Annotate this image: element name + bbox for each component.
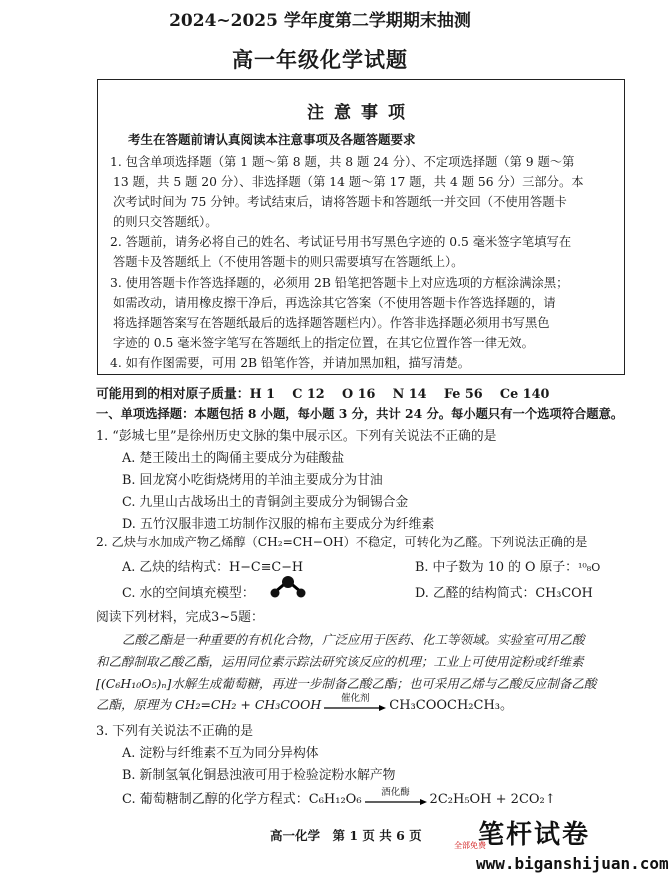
notice-intro: 考生在答题前请认真阅读本注意事项及各题答题要求 [128,132,416,147]
q3-stem: 3. 下列有关说法不正确的是 [96,724,254,739]
reading-equation-prefix: 乙酯，原理为 CH₂=CH₂ + CH₃COOH [96,697,322,712]
oxygen-atom [282,576,294,588]
catalyst-label: 酒化酶 [381,786,410,798]
page-footer: 高一化学 第 1 页 共 6 页 [270,828,422,843]
notice-line: 13 题，共 5 题 20 分）、非选择题（第 14 题～第 17 题，共 4 题 56 分）三部分。本 [113,175,584,189]
hydrogen-atom [271,589,280,598]
notice-line: 3. 使用答题卡作答选择题的，必须用 2B 铅笔把答题卡上对应选项的方框涂满涂黑； [110,276,569,290]
notice-line: 1. 包含单项选择题（第 1 题～第 8 题，共 8 题 24 分）、不定项选择题（第 9 题～第 [110,155,575,169]
notice-line: 2. 答题前，请务必将自己的姓名、考试证号用书写黑色字迹的 0.5 毫米签字笔填写在 [110,235,572,249]
catalyst-arrow [365,786,427,807]
q3-option-b: B. 新制氢氧化铜悬浊液可用于检验淀粉水解产物 [122,768,396,783]
q3-option-c-prefix: C. 葡萄糖制乙醇的化学方程式：C₆H₁₂O₆ [122,792,362,807]
reading-equation-product: CH₃COOCH₂CH₃。 [389,698,514,713]
q1-option-c: C. 九里山古战场出土的青铜剑主要成分为铜锡合金 [122,495,409,510]
reading-line: 和乙醇制取乙酸乙酯，运用同位素示踪法研究该反应的机理；工业上可使用淀粉或纤维素 [96,654,584,669]
reading-line: 乙酸乙酯是一种重要的有机化合物，广泛应用于医药、化工等领域。实验室可用乙酸 [122,632,585,647]
q3-option-c-product: 2C₂H₅OH + 2CO₂↑ [429,792,556,807]
notice-line: 如需改动，请用橡皮擦干净后，再选涂其它答案（不使用答题卡作答选择题的，请 [113,296,556,310]
q2-option-c: C. 水的空间填充模型： [122,586,255,601]
q3-option-c [122,788,556,807]
notice-line: 将选择题答案写在答题纸最后的选择题答题栏内）。作答非选择题必须用书写黑色 [113,316,550,330]
reaction-arrow-icon [324,705,386,711]
q1-option-a: A. 楚王陵出土的陶俑主要成分为硅酸盐 [122,451,345,466]
reaction-arrow-icon [365,799,427,805]
q2-option-a: A. 乙炔的结构式：H−C≡C−H [122,560,304,575]
q3-option-a: A. 淀粉与纤维素不互为同分异构体 [122,746,319,761]
watermark-brand: 笔杆试卷 [478,820,591,850]
catalyst-label: 催化剂 [341,692,370,704]
q2-option-b-text: B. 中子数为 10 的 O 原子： [415,560,578,575]
q2-stem: 2. 乙炔与水加成产物乙烯醇（CH₂=CH−OH）不稳定，可转化为乙醛。下列说法正确的是 [96,535,588,549]
q1-option-d: D. 五竹汉服非遗工坊制作汉服的棉布主要成分为纤维素 [122,517,435,532]
atomic-masses: 可能用到的相对原子质量：H 1 C 12 O 16 N 14 Fe 56 Ce 140 [96,387,550,402]
exam-title: 2024~2025 学年度第二学期期末抽测 [169,11,471,31]
notice-line: 答题卡及答题纸上（不使用答题卡的则只需要填写在答题纸上）。 [113,255,464,269]
watermark-small: 全部免费 [454,841,486,850]
reading-intro: 阅读下列材料，完成3~5题： [96,610,264,625]
watermark-url: www.biganshijuan.com [476,854,669,873]
q2-option-d: D. 乙醛的结构简式：CH₃COH [415,586,593,601]
reading-line: [(C₆H₁₀O₅)ₙ]水解生成葡萄糖，再进一步制备乙酸乙酯；也可采用乙烯与乙酸反应制备乙酸 [96,676,597,691]
notice-title: 注意事项 [307,103,415,123]
section1-heading: 一、单项选择题：本题包括 8 小题，每小题 3 分，共计 24 分。每小题只有一个选项符合题意。 [96,406,624,421]
notice-line: 的则只交答题纸）。 [113,215,218,229]
subject-title: 高一年级化学试题 [232,47,408,72]
notice-line: 字迹的 0.5 毫米签字笔写在答题纸上的指定位置，在其它位置作答一律无效。 [113,336,534,350]
reading-equation [96,694,513,713]
hydrogen-atom [297,589,306,598]
q1-stem: 1. “彭城七里”是徐州历史文脉的集中展示区。下列有关说法不正确的是 [96,429,497,444]
notice-line: 次考试时间为 75 分钟。考试结束后，请将答题卡和答题纸一并交回（不使用答题卡 [113,195,567,209]
notice-line: 4. 如有作图需要，可用 2B 铅笔作答，并请加黑加粗，描写清楚。 [110,356,471,370]
catalyst-arrow [324,692,386,713]
q2-option-b-nuclide: ¹⁰₈O [577,561,601,574]
water-space-filling-model [268,574,308,600]
q2-option-b [415,556,600,575]
q1-option-b: B. 回龙窝小吃街烧烤用的羊油主要成分为甘油 [122,473,383,488]
